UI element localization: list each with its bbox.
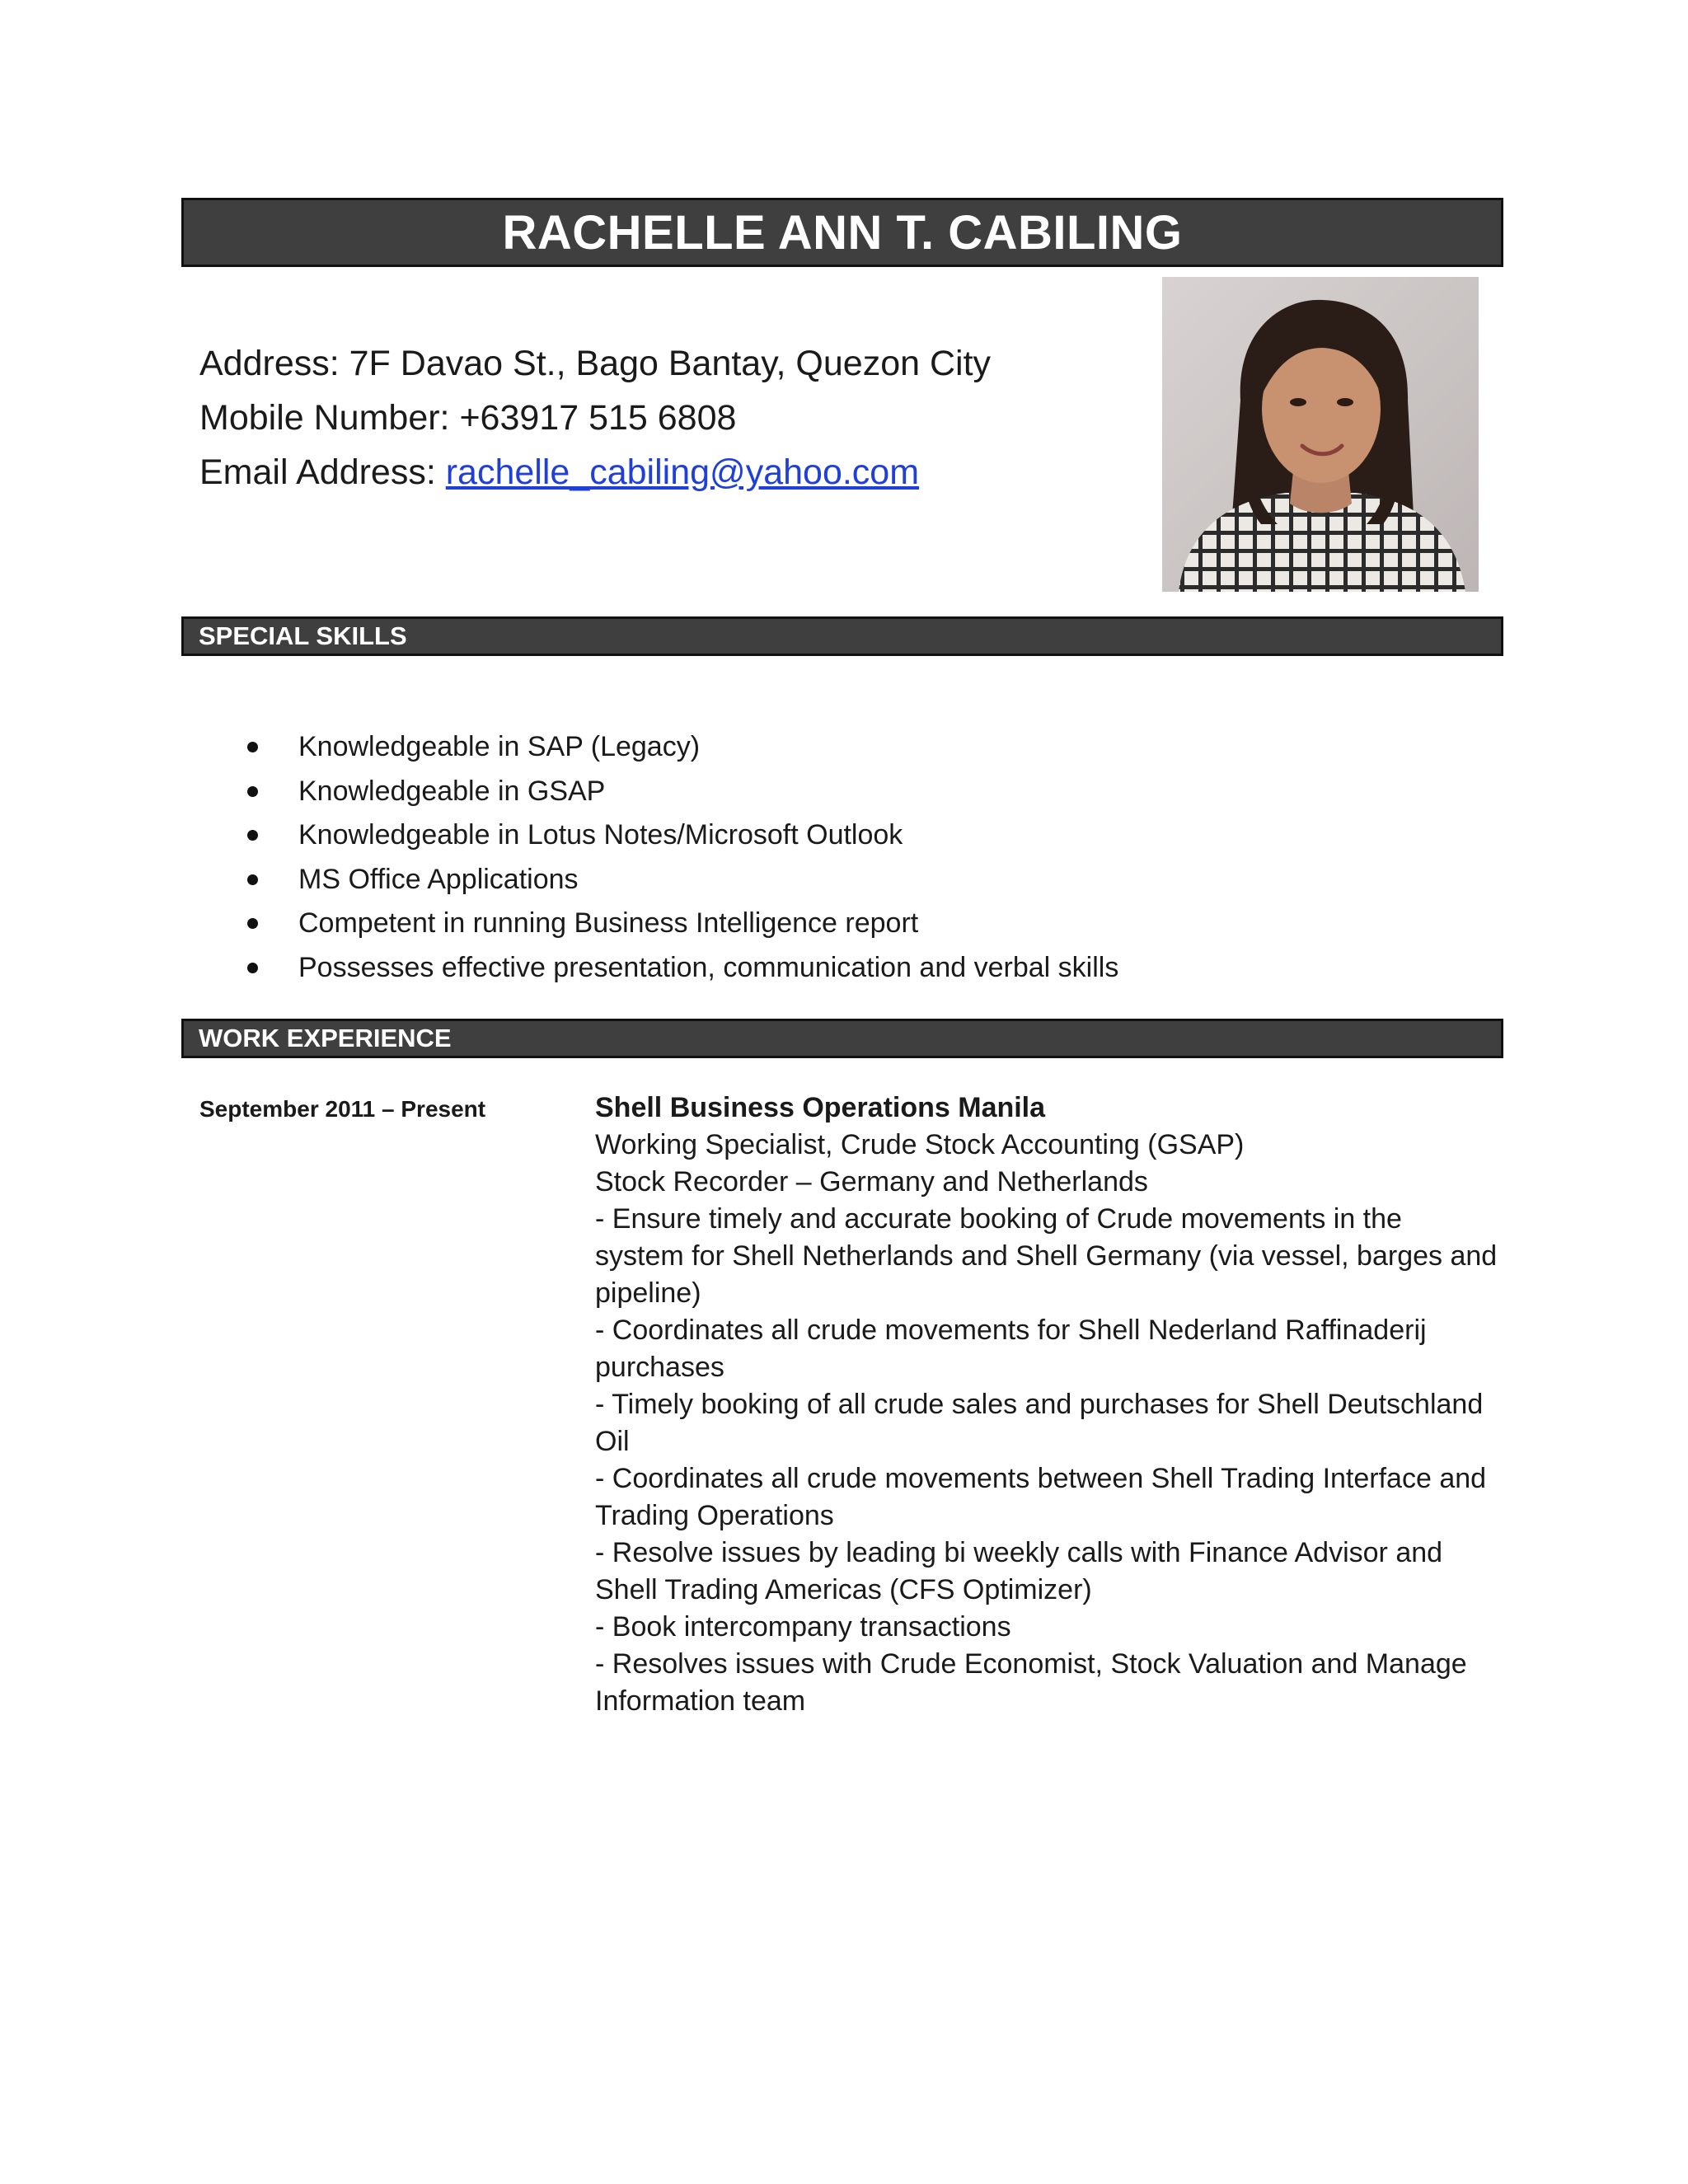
email-link[interactable]: rachelle_cabiling@yahoo.com <box>445 452 920 492</box>
work-line: Information team <box>595 1685 806 1717</box>
work-details <box>595 1090 1502 1720</box>
work-line: - Ensure timely and accurate booking of Crude movements in the <box>595 1203 1402 1235</box>
work-line: Working Specialist, Crude Stock Accounting (GSAP) <box>595 1129 1245 1160</box>
work-line: - Resolves issues with Crude Economist, Stock Valuation and Manage <box>595 1648 1467 1680</box>
contact-block <box>199 336 991 499</box>
work-line: - Coordinates all crude movements between Shell Trading Interface and <box>595 1463 1487 1494</box>
work-line: - Book intercompany transactions <box>595 1611 1011 1643</box>
profile-photo-icon <box>1162 277 1479 592</box>
work-date-range: September 2011 – Present <box>199 1096 486 1122</box>
skill-item: MS Office Applications <box>247 858 1118 902</box>
work-line: - Timely booking of all crude sales and purchases for Shell Deutschland <box>595 1389 1484 1420</box>
company-name: Shell Business Operations Manila <box>595 1092 1046 1123</box>
work-line: Oil <box>595 1426 630 1457</box>
address-line: Address: 7F Davao St., Bago Bantay, Quezon City <box>199 344 992 383</box>
skill-item: Possesses effective presentation, communication and verbal skills <box>247 946 1118 991</box>
work-line: - Coordinates all crude movements for Shell Nederland Raffinaderij <box>595 1315 1427 1346</box>
work-line: pipeline) <box>595 1277 701 1309</box>
skill-item: Knowledgeable in SAP (Legacy) <box>247 725 1118 770</box>
name-header <box>181 198 1503 267</box>
special-skills-title: SPECIAL SKILLS <box>199 621 407 650</box>
work-experience-header <box>181 1019 1503 1058</box>
skill-item: Competent in running Business Intelligence report <box>247 902 1118 946</box>
mobile-line: Mobile Number: +63917 515 6808 <box>199 398 737 438</box>
work-experience-title: WORK EXPERIENCE <box>199 1024 452 1052</box>
profile-photo <box>1162 277 1479 592</box>
work-line: - Resolve issues by leading bi weekly calls with Finance Advisor and <box>595 1537 1443 1568</box>
work-line: purchases <box>595 1352 724 1383</box>
work-line: Shell Trading Americas (CFS Optimizer) <box>595 1574 1092 1605</box>
special-skills-header <box>181 616 1503 656</box>
email-label: Email Address: <box>199 452 446 492</box>
skill-item: Knowledgeable in GSAP <box>247 770 1118 814</box>
email-line <box>199 445 991 499</box>
skill-item: Knowledgeable in Lotus Notes/Microsoft Outlook <box>247 813 1118 858</box>
work-line: Trading Operations <box>595 1500 834 1531</box>
full-name: RACHELLE ANN T. CABILING <box>502 205 1183 260</box>
work-line: system for Shell Netherlands and Shell Germany (via vessel, barges and <box>595 1240 1498 1272</box>
work-line: Stock Recorder – Germany and Netherlands <box>595 1166 1148 1197</box>
skills-list <box>247 725 1118 990</box>
